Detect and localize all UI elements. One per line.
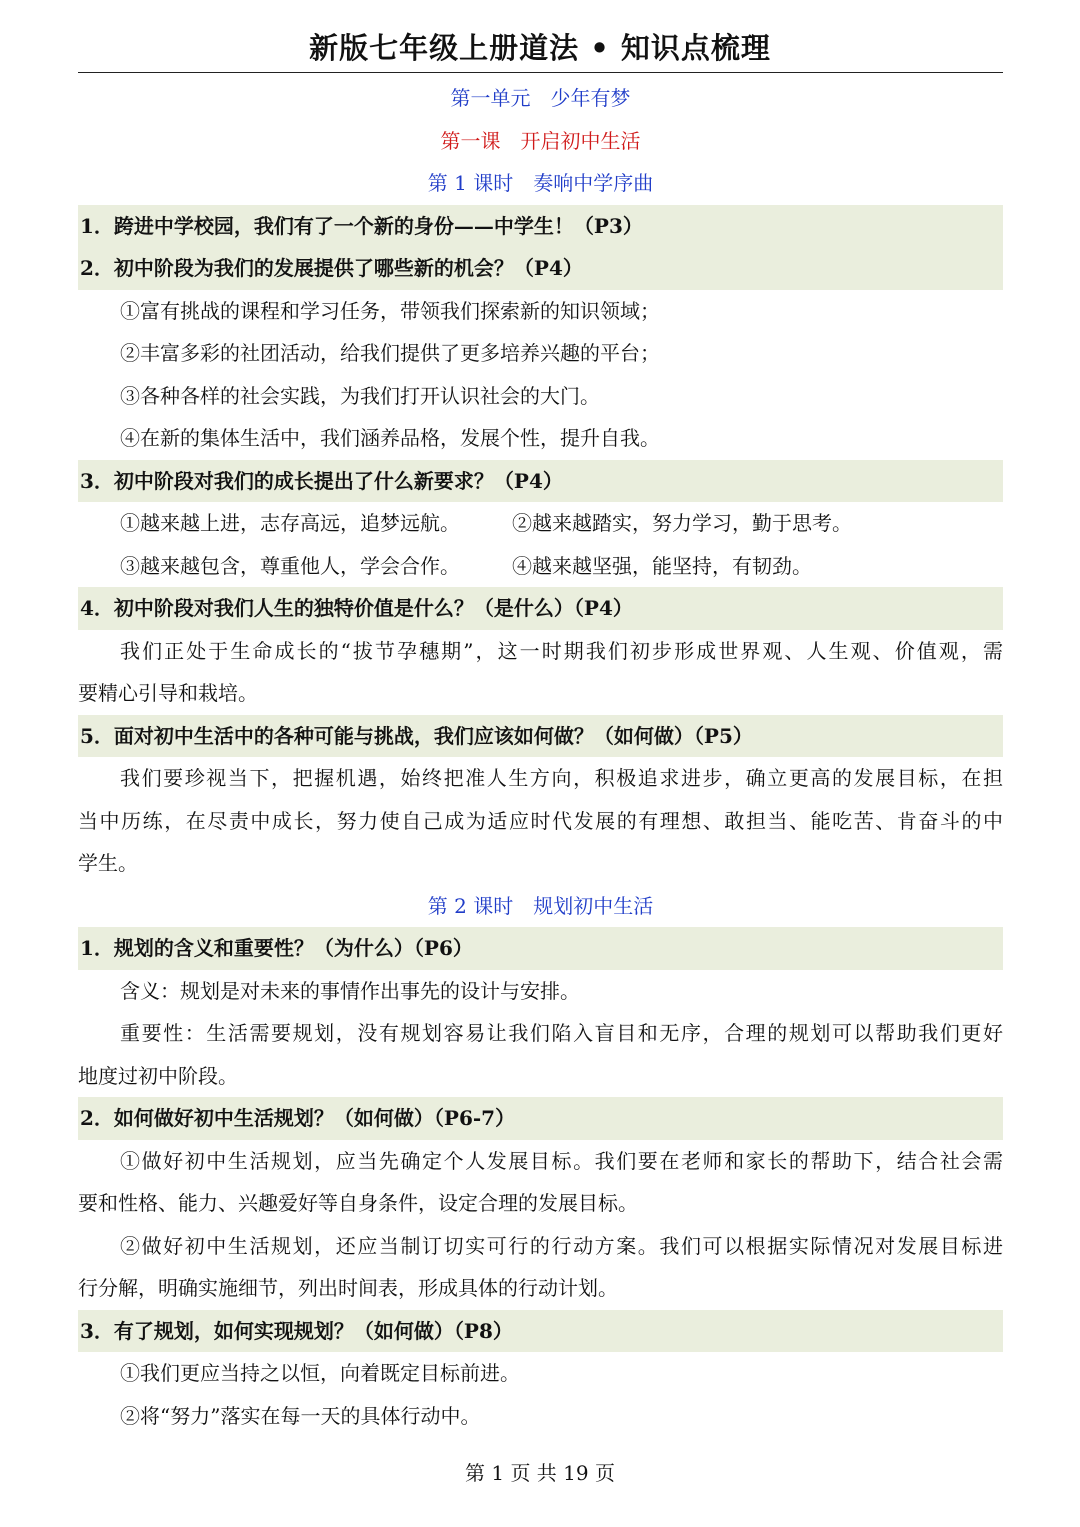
period-2-heading: 第 2 课时 规划初中生活 (427, 893, 654, 918)
answer-item: ④在新的集体生活中，我们涵养品格，发展个性，提升自我。 (120, 426, 660, 450)
document-title: 新版七年级上册道法 • 知识点梳理 (309, 31, 771, 65)
answer-paragraph-line: 要和性格、能力、兴趣爱好等自身条件，设定合理的发展目标。 (78, 1191, 638, 1215)
question-heading: 2．初中阶段为我们的发展提供了哪些新的机会？（P4） (78, 247, 1003, 290)
answer-paragraph-line: 要精心引导和栽培。 (78, 681, 258, 705)
answer-item: ③各种各样的社会实践，为我们打开认识社会的大门。 (120, 383, 600, 408)
answer-paragraph-line: 地度过初中阶段。 (78, 1063, 238, 1088)
question-heading: 5．面对初中生活中的各种可能与挑战，我们应该如何做？（如何做）（P5） (78, 715, 1003, 758)
unit-heading: 第一单元 少年有梦 (450, 86, 631, 110)
answer-paragraph-line: ②做好初中生活规划，还应当制订切实可行的行动方案。我们可以根据实际情况对发展目标进 (120, 1233, 1003, 1258)
question-heading: 1．跨进中学校园，我们有了一个新的身份——中学生！（P3） (78, 205, 1003, 248)
answer-item: 含义：规划是对未来的事情作出事先的设计与安排。 (120, 978, 580, 1003)
answer-item-pair (78, 502, 1003, 545)
answer-paragraph-line: 我们要珍视当下，把握机遇，始终把准人生方向，积极追求进步，确立更高的发展目标，在担 (120, 766, 1003, 790)
lesson-heading: 第一课 开启初中生活 (440, 128, 641, 153)
answer-item: ①富有挑战的课程和学习任务，带领我们探索新的知识领域； (120, 298, 660, 323)
period-1-heading: 第 1 课时 奏响中学序曲 (427, 171, 654, 195)
answer-item: ①我们更应当持之以恒，向着既定目标前进。 (120, 1361, 520, 1385)
title-divider (78, 72, 1003, 73)
answer-item: ②越来越踏实，努力学习，勤于思考。 (512, 511, 852, 535)
question-heading: 3．初中阶段对我们的成长提出了什么新要求？（P4） (78, 460, 1003, 503)
answer-paragraph-line: 当中历练，在尽责中成长，努力使自己成为适应时代发展的有理想、敢担当、能吃苦、肯奋斗的中 (78, 808, 1003, 833)
answer-paragraph-line: 我们正处于生命成长的“拔节孕穗期”，这一时期我们初步形成世界观、人生观、价值观，需 (120, 638, 1003, 663)
answer-item: ①越来越上进，志存高远，追梦远航。 (120, 511, 460, 535)
answer-paragraph-line: 重要性：生活需要规划，没有规划容易让我们陷入盲目和无序，合理的规划可以帮助我们更好 (120, 1021, 1003, 1045)
answer-item-pair (78, 545, 1003, 588)
answer-paragraph-line: ①做好初中生活规划，应当先确定个人发展目标。我们要在老师和家长的帮助下，结合社会需 (120, 1148, 1003, 1173)
answer-paragraph-line: 行分解，明确实施细节，列出时间表，形成具体的行动计划。 (78, 1276, 618, 1300)
question-heading: 1．规划的含义和重要性？（为什么）（P6） (78, 927, 1003, 970)
question-heading: 3．有了规划，如何实现规划？（如何做）（P8） (78, 1310, 1003, 1353)
answer-item: ③越来越包含，尊重他人，学会合作。 (120, 553, 460, 578)
answer-item: ②将“努力”落实在每一天的具体行动中。 (120, 1403, 481, 1428)
question-heading: 4．初中阶段对我们人生的独特价值是什么？（是什么）（P4） (78, 587, 1003, 630)
page-number: 第 1 页 共 19 页 (465, 1461, 615, 1485)
answer-item: ②丰富多彩的社团活动，给我们提供了更多培养兴趣的平台； (120, 341, 660, 365)
document-body (78, 77, 1003, 1437)
answer-item: ④越来越坚强，能坚持，有韧劲。 (512, 553, 812, 578)
question-heading: 2．如何做好初中生活规划？（如何做）（P6-7） (78, 1097, 1003, 1140)
answer-paragraph-line: 学生。 (78, 851, 138, 875)
